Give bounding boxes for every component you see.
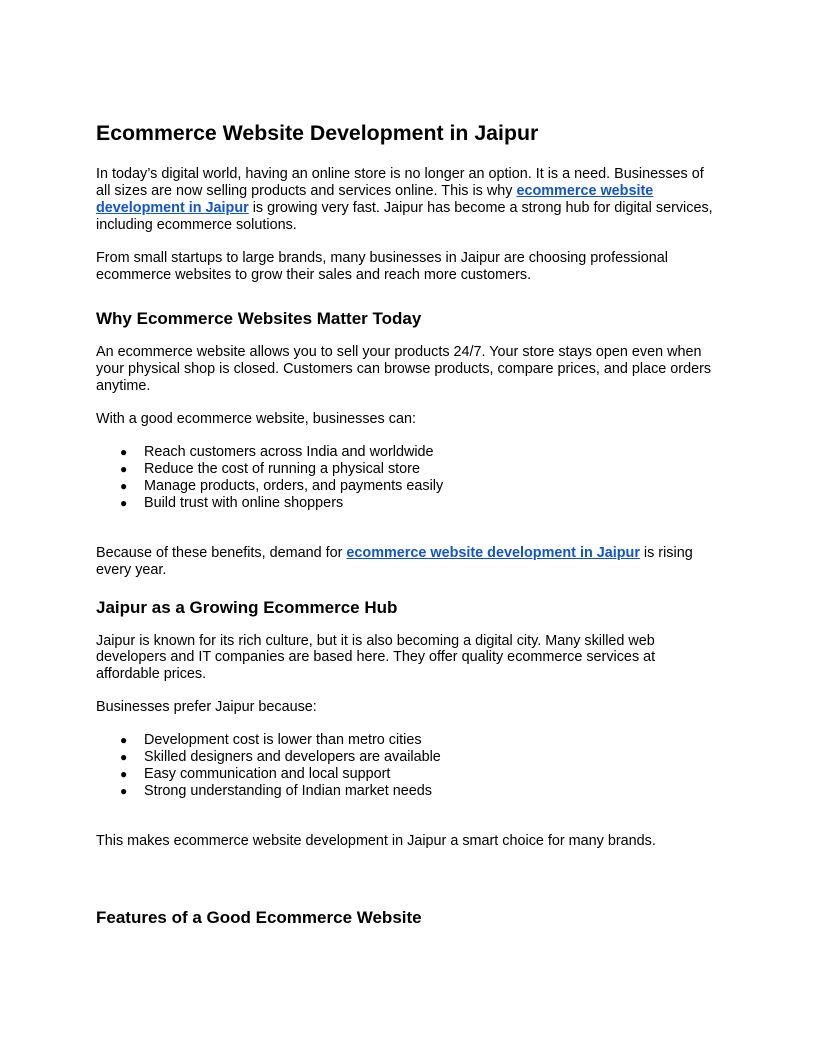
section-heading-why-ecommerce: Why Ecommerce Websites Matter Today [96,309,422,329]
intro-paragraph-1 [96,166,720,234]
section2-paragraph-1: Jaipur is known for its rich culture, but it is also becoming a digital city. Many skilled web developers and IT companies are based here. They offer quality ecommerce services at affordable prices. [96,632,656,683]
section2-reasons-list [96,732,720,800]
list-item: ● Strong understanding of Indian market needs [120,782,433,799]
bullet-icon: ● [120,495,128,510]
list-item: ● Skilled designers and developers are available [120,749,441,766]
intro-p1-text-before: In today’s digital world, having an online store is no longer an option. It is a need. Businesses of all sizes are now selling products and services online. This is why [96,166,704,199]
ecommerce-development-link-2[interactable]: ecommerce website development in Jaipur [346,544,640,561]
bullet-icon: ● [120,461,128,476]
section-heading-features: Features of a Good Ecommerce Website [96,907,422,927]
bullet-icon: ● [120,733,128,748]
bullet-icon: ● [120,445,128,460]
bullet-icon: ● [120,766,128,781]
ecommerce-development-link-1[interactable]: ecommerce website development in Jaipur [96,182,654,216]
document-page [96,118,720,929]
section2-paragraph-3: This makes ecommerce website development in Jaipur a smart choice for many brands. [96,832,656,849]
list-item: ● Manage products, orders, and payments easily [120,477,444,494]
bullet-icon: ● [120,750,128,765]
section1-paragraph-3: Because of these benefits, demand for ecommerce website development in Jaipur is rising every year. [96,544,693,578]
section1-benefits-list [96,444,720,512]
bullet-icon: ● [120,478,128,493]
bullet-icon: ● [120,783,128,798]
section1-paragraph-1: An ecommerce website allows you to sell your products 24/7. Your store stays open even when your physical shop is closed. Customers can browse products, compare prices, and place orders anytime. [96,344,712,395]
page-title: Ecommerce Website Development in Jaipur [96,121,539,145]
section2-paragraph-2: Businesses prefer Jaipur because: [96,699,317,716]
list-item: ● Easy communication and local support [120,765,391,782]
intro-paragraph-2: From small startups to large brands, many businesses in Jaipur are choosing professional ecommerce websites to grow their sales and reach more customers. [96,249,668,283]
list-item: ● Development cost is lower than metro cities [120,732,422,749]
list-item: ● Reduce the cost of running a physical store [120,460,420,477]
section-heading-jaipur-hub: Jaipur as a Growing Ecommerce Hub [96,597,398,617]
list-item: ● Reach customers across India and worldwide [120,444,434,461]
list-item: ● Build trust with online shoppers [120,494,344,511]
section1-paragraph-2: With a good ecommerce website, businesses can: [96,411,416,428]
intro-p1-text-after: is growing very fast. Jaipur has become a strong hub for digital services, including ecommerce solutions. [96,199,713,233]
